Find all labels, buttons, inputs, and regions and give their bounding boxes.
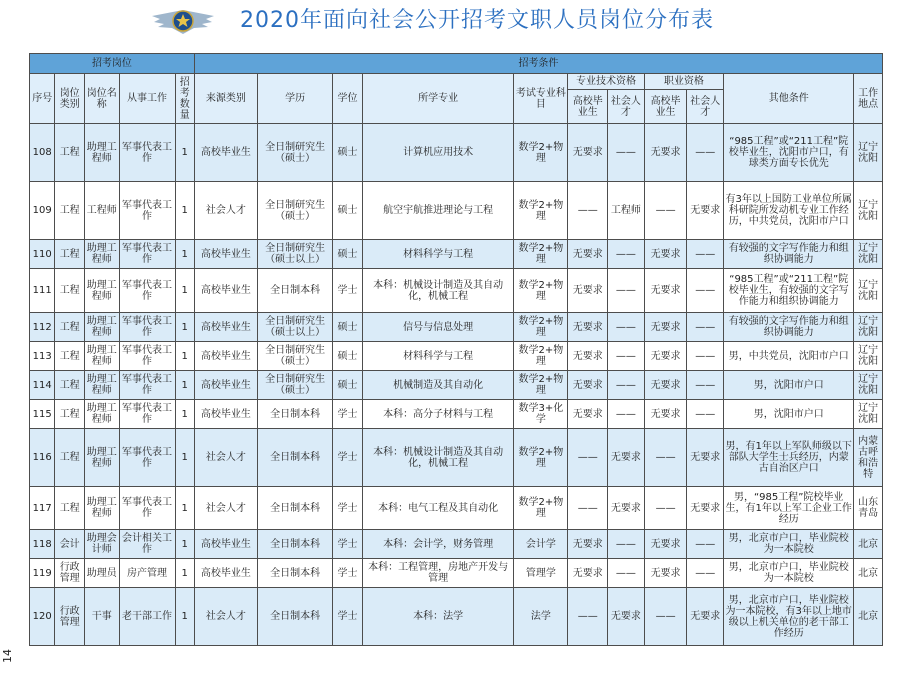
cell-education: 全日制研究生（硕士以上） — [257, 240, 332, 269]
cell-other: 男，北京市户口，毕业院校为一本院校 — [724, 559, 854, 588]
cell-education: 全日制本科 — [257, 487, 332, 530]
cell-degree: 学士 — [333, 588, 363, 646]
cell-seq: 112 — [30, 313, 55, 342]
cell-post: 助理工程师 — [84, 240, 119, 269]
cell-voc-grad: —— — [644, 429, 687, 487]
cell-seq: 120 — [30, 588, 55, 646]
cell-post: 助理工程师 — [84, 269, 119, 313]
cell-source: 高校毕业生 — [194, 559, 257, 588]
cell-pro-grad: —— — [568, 429, 608, 487]
cell-work: 军事代表工作 — [119, 182, 175, 240]
cell-voc-social: —— — [687, 371, 724, 400]
table-row — [30, 182, 883, 240]
cell-category: 工程 — [55, 313, 85, 342]
cell-voc-social: 无要求 — [687, 429, 724, 487]
cell-education: 全日制本科 — [257, 429, 332, 487]
cell-exam: 数学2+物理 — [514, 240, 568, 269]
cell-major: 本科：工程管理，房地产开发与管理 — [362, 559, 514, 588]
cell-pro-social: —— — [608, 371, 645, 400]
cell-count: 1 — [175, 429, 194, 487]
group-header-positions: 招考岗位 — [30, 54, 195, 74]
col-other: 其他条件 — [724, 74, 854, 124]
cell-category: 工程 — [55, 124, 85, 182]
cell-pro-grad: 无要求 — [568, 240, 608, 269]
cell-pro-grad: 无要求 — [568, 124, 608, 182]
cell-post: 助理工程师 — [84, 342, 119, 371]
cell-work: 军事代表工作 — [119, 487, 175, 530]
cell-source: 高校毕业生 — [194, 124, 257, 182]
cell-major: 航空宇航推进理论与工程 — [362, 182, 514, 240]
cell-category: 工程 — [55, 429, 85, 487]
cell-degree: 学士 — [333, 429, 363, 487]
table-row — [30, 342, 883, 371]
cell-category: 工程 — [55, 342, 85, 371]
table-row — [30, 400, 883, 429]
cell-seq: 118 — [30, 530, 55, 559]
cell-pro-grad: —— — [568, 588, 608, 646]
cell-source: 高校毕业生 — [194, 530, 257, 559]
cell-location: 辽宁沈阳 — [854, 313, 883, 342]
table-header — [30, 54, 883, 124]
cell-count: 1 — [175, 487, 194, 530]
emblem-icon — [150, 4, 216, 40]
cell-pro-social: —— — [608, 240, 645, 269]
cell-major: 本科：机械设计制造及其自动化，机械工程 — [362, 269, 514, 313]
cell-major: 材料科学与工程 — [362, 342, 514, 371]
cell-count: 1 — [175, 124, 194, 182]
cell-voc-grad: 无要求 — [644, 342, 687, 371]
cell-other: “985工程”或“211工程”院校毕业生，有较强的文字写作能力和组织协调能力 — [724, 269, 854, 313]
cell-degree: 硕士 — [333, 342, 363, 371]
cell-post: 助理工程师 — [84, 371, 119, 400]
cell-other: 男，沈阳市户口 — [724, 371, 854, 400]
cell-other: 有3年以上国防工业单位所属科研院所发动机专业工作经历，中共党员，沈阳市户口 — [724, 182, 854, 240]
cell-work: 会计相关工作 — [119, 530, 175, 559]
cell-work: 军事代表工作 — [119, 342, 175, 371]
cell-pro-social: —— — [608, 342, 645, 371]
cell-work: 军事代表工作 — [119, 124, 175, 182]
cell-pro-social: 无要求 — [608, 487, 645, 530]
cell-major: 本科：机械设计制造及其自动化，机械工程 — [362, 429, 514, 487]
cell-voc-grad: 无要求 — [644, 559, 687, 588]
cell-category: 工程 — [55, 269, 85, 313]
cell-voc-social: —— — [687, 342, 724, 371]
cell-work: 老干部工作 — [119, 588, 175, 646]
table-row — [30, 429, 883, 487]
cell-work: 房产管理 — [119, 559, 175, 588]
cell-exam: 数学2+物理 — [514, 313, 568, 342]
cell-category: 工程 — [55, 371, 85, 400]
col-category: 岗位类别 — [55, 74, 85, 124]
cell-major: 本科：电气工程及其自动化 — [362, 487, 514, 530]
cell-major: 计算机应用技术 — [362, 124, 514, 182]
cell-work: 军事代表工作 — [119, 269, 175, 313]
subgroup-vocational: 职业资格 — [644, 74, 723, 90]
cell-voc-grad: 无要求 — [644, 530, 687, 559]
cell-pro-social: —— — [608, 400, 645, 429]
table-row — [30, 313, 883, 342]
cell-other: 男，沈阳市户口 — [724, 400, 854, 429]
cell-location: 北京 — [854, 588, 883, 646]
cell-voc-social: —— — [687, 313, 724, 342]
cell-education: 全日制本科 — [257, 400, 332, 429]
cell-degree: 硕士 — [333, 240, 363, 269]
cell-source: 社会人才 — [194, 429, 257, 487]
cell-degree: 硕士 — [333, 313, 363, 342]
cell-category: 行政管理 — [55, 559, 85, 588]
cell-education: 全日制研究生（硕士以上） — [257, 313, 332, 342]
cell-degree: 硕士 — [333, 371, 363, 400]
cell-exam: 法学 — [514, 588, 568, 646]
cell-source: 社会人才 — [194, 487, 257, 530]
cell-exam: 数学2+物理 — [514, 182, 568, 240]
cell-voc-social: —— — [687, 530, 724, 559]
cell-degree: 硕士 — [333, 182, 363, 240]
table-row — [30, 371, 883, 400]
table-row — [30, 487, 883, 530]
table-row — [30, 269, 883, 313]
page-number: 14 — [1, 649, 14, 663]
cell-other: 男，中共党员，沈阳市户口 — [724, 342, 854, 371]
table-row — [30, 124, 883, 182]
cell-other: 男，“985工程”院校毕业生，有1年以上军工企业工作经历 — [724, 487, 854, 530]
cell-exam: 数学2+物理 — [514, 124, 568, 182]
cell-pro-social: 无要求 — [608, 429, 645, 487]
cell-seq: 111 — [30, 269, 55, 313]
cell-location: 辽宁沈阳 — [854, 269, 883, 313]
cell-source: 高校毕业生 — [194, 371, 257, 400]
cell-degree: 学士 — [333, 400, 363, 429]
cell-location: 辽宁沈阳 — [854, 240, 883, 269]
cell-category: 工程 — [55, 240, 85, 269]
cell-seq: 108 — [30, 124, 55, 182]
cell-major: 本科：会计学，财务管理 — [362, 530, 514, 559]
cell-degree: 学士 — [333, 269, 363, 313]
cell-category: 工程 — [55, 400, 85, 429]
cell-post: 助理工程师 — [84, 429, 119, 487]
cell-pro-social: 工程师 — [608, 182, 645, 240]
cell-voc-grad: —— — [644, 487, 687, 530]
cell-voc-grad: 无要求 — [644, 124, 687, 182]
cell-work: 军事代表工作 — [119, 313, 175, 342]
cell-voc-grad: —— — [644, 182, 687, 240]
cell-pro-social: 无要求 — [608, 588, 645, 646]
cell-education: 全日制本科 — [257, 588, 332, 646]
col-count: 招考数量 — [175, 74, 194, 124]
cell-source: 高校毕业生 — [194, 400, 257, 429]
col-major: 所学专业 — [362, 74, 514, 124]
cell-pro-social: —— — [608, 559, 645, 588]
cell-exam: 管理学 — [514, 559, 568, 588]
cell-post: 助理工程师 — [84, 124, 119, 182]
cell-degree: 学士 — [333, 530, 363, 559]
cell-location: 内蒙古呼和浩特 — [854, 429, 883, 487]
cell-education: 全日制研究生（硕士） — [257, 342, 332, 371]
cell-exam: 数学2+物理 — [514, 269, 568, 313]
cell-count: 1 — [175, 400, 194, 429]
cell-major: 材料科学与工程 — [362, 240, 514, 269]
table-body — [30, 124, 883, 646]
cell-pro-social: —— — [608, 530, 645, 559]
cell-education: 全日制研究生（硕士） — [257, 371, 332, 400]
cell-education: 全日制本科 — [257, 269, 332, 313]
cell-location: 辽宁沈阳 — [854, 124, 883, 182]
cell-voc-grad: 无要求 — [644, 240, 687, 269]
cell-education: 全日制研究生（硕士） — [257, 182, 332, 240]
cell-post: 助理工程师 — [84, 487, 119, 530]
table-row — [30, 240, 883, 269]
cell-voc-social: —— — [687, 400, 724, 429]
group-header-conditions: 招考条件 — [194, 54, 882, 74]
cell-exam: 数学2+物理 — [514, 429, 568, 487]
cell-location: 山东青岛 — [854, 487, 883, 530]
cell-pro-grad: 无要求 — [568, 559, 608, 588]
cell-exam: 数学2+物理 — [514, 487, 568, 530]
cell-other: 有较强的文字写作能力和组织协调能力 — [724, 313, 854, 342]
cell-post: 助理工程师 — [84, 313, 119, 342]
cell-pro-social: —— — [608, 269, 645, 313]
table-row — [30, 588, 883, 646]
cell-major: 机械制造及其自动化 — [362, 371, 514, 400]
cell-major: 信号与信息处理 — [362, 313, 514, 342]
cell-post: 干事 — [84, 588, 119, 646]
cell-count: 1 — [175, 240, 194, 269]
col-work: 从事工作 — [119, 74, 175, 124]
col-voc-grad: 高校毕业生 — [644, 90, 687, 124]
col-post: 岗位名称 — [84, 74, 119, 124]
cell-voc-social: 无要求 — [687, 588, 724, 646]
cell-education: 全日制本科 — [257, 559, 332, 588]
col-source: 来源类别 — [194, 74, 257, 124]
cell-count: 1 — [175, 342, 194, 371]
cell-other: “985工程”或“211工程”院校毕业生，沈阳市户口，有球类方面专长优先 — [724, 124, 854, 182]
subgroup-professional: 专业技术资格 — [568, 74, 644, 90]
cell-pro-grad: 无要求 — [568, 371, 608, 400]
cell-pro-social: —— — [608, 124, 645, 182]
cell-other: 男，北京市户口，毕业院校为一本院校 — [724, 530, 854, 559]
cell-voc-social: —— — [687, 559, 724, 588]
cell-degree: 硕士 — [333, 124, 363, 182]
cell-count: 1 — [175, 559, 194, 588]
cell-education: 全日制研究生（硕士） — [257, 124, 332, 182]
page-header — [0, 0, 911, 44]
cell-exam: 数学2+物理 — [514, 371, 568, 400]
cell-education: 全日制本科 — [257, 530, 332, 559]
col-location: 工作地点 — [854, 74, 883, 124]
cell-source: 高校毕业生 — [194, 240, 257, 269]
cell-voc-grad: —— — [644, 588, 687, 646]
cell-location: 辽宁沈阳 — [854, 371, 883, 400]
cell-source: 高校毕业生 — [194, 342, 257, 371]
cell-degree: 学士 — [333, 559, 363, 588]
col-education: 学历 — [257, 74, 332, 124]
cell-other: 有较强的文字写作能力和组织协调能力 — [724, 240, 854, 269]
cell-pro-grad: 无要求 — [568, 400, 608, 429]
cell-count: 1 — [175, 269, 194, 313]
cell-seq: 113 — [30, 342, 55, 371]
col-pro-social: 社会人才 — [608, 90, 645, 124]
cell-pro-grad: —— — [568, 182, 608, 240]
cell-voc-grad: 无要求 — [644, 269, 687, 313]
cell-pro-grad: 无要求 — [568, 269, 608, 313]
cell-category: 工程 — [55, 182, 85, 240]
cell-major: 本科：高分子材料与工程 — [362, 400, 514, 429]
cell-seq: 119 — [30, 559, 55, 588]
cell-other: 男，有1年以上军队师级以下部队大学生士兵经历，内蒙古自治区户口 — [724, 429, 854, 487]
cell-seq: 116 — [30, 429, 55, 487]
page-title: 2020年面向社会公开招考文职人员岗位分布表 — [240, 8, 714, 33]
cell-voc-grad: 无要求 — [644, 371, 687, 400]
cell-exam: 数学3+化学 — [514, 400, 568, 429]
cell-voc-grad: 无要求 — [644, 400, 687, 429]
table-row — [30, 530, 883, 559]
cell-work: 军事代表工作 — [119, 429, 175, 487]
cell-count: 1 — [175, 313, 194, 342]
job-table — [29, 53, 883, 646]
cell-pro-grad: —— — [568, 487, 608, 530]
cell-voc-social: —— — [687, 240, 724, 269]
cell-post: 助理员 — [84, 559, 119, 588]
cell-count: 1 — [175, 588, 194, 646]
cell-exam: 数学2+物理 — [514, 342, 568, 371]
cell-post: 助理工程师 — [84, 400, 119, 429]
cell-voc-social: —— — [687, 124, 724, 182]
cell-seq: 110 — [30, 240, 55, 269]
cell-source: 高校毕业生 — [194, 269, 257, 313]
cell-voc-social: 无要求 — [687, 487, 724, 530]
cell-other: 男，北京市户口，毕业院校为一本院校，有3年以上地市级以上机关单位的老干部工作经历 — [724, 588, 854, 646]
cell-source: 高校毕业生 — [194, 313, 257, 342]
cell-exam: 会计学 — [514, 530, 568, 559]
cell-count: 1 — [175, 371, 194, 400]
cell-pro-grad: 无要求 — [568, 342, 608, 371]
cell-category: 工程 — [55, 487, 85, 530]
cell-seq: 115 — [30, 400, 55, 429]
col-degree: 学位 — [333, 74, 363, 124]
cell-count: 1 — [175, 530, 194, 559]
cell-pro-grad: 无要求 — [568, 530, 608, 559]
cell-category: 行政管理 — [55, 588, 85, 646]
cell-voc-social: 无要求 — [687, 182, 724, 240]
col-voc-social: 社会人才 — [687, 90, 724, 124]
cell-source: 社会人才 — [194, 182, 257, 240]
cell-seq: 117 — [30, 487, 55, 530]
cell-seq: 114 — [30, 371, 55, 400]
col-seq: 序号 — [30, 74, 55, 124]
cell-post: 助理会计师 — [84, 530, 119, 559]
cell-work: 军事代表工作 — [119, 400, 175, 429]
table-row — [30, 559, 883, 588]
cell-location: 北京 — [854, 559, 883, 588]
cell-location: 辽宁沈阳 — [854, 182, 883, 240]
cell-pro-social: —— — [608, 313, 645, 342]
cell-location: 辽宁沈阳 — [854, 342, 883, 371]
cell-work: 军事代表工作 — [119, 371, 175, 400]
cell-location: 辽宁沈阳 — [854, 400, 883, 429]
cell-category: 会计 — [55, 530, 85, 559]
cell-source: 社会人才 — [194, 588, 257, 646]
cell-count: 1 — [175, 182, 194, 240]
cell-pro-grad: 无要求 — [568, 313, 608, 342]
col-exam: 考试专业科 目 — [514, 74, 568, 124]
cell-work: 军事代表工作 — [119, 240, 175, 269]
cell-degree: 学士 — [333, 487, 363, 530]
cell-post: 工程师 — [84, 182, 119, 240]
cell-voc-grad: 无要求 — [644, 313, 687, 342]
col-pro-grad: 高校毕业生 — [568, 90, 608, 124]
cell-voc-social: —— — [687, 269, 724, 313]
cell-seq: 109 — [30, 182, 55, 240]
cell-major: 本科：法学 — [362, 588, 514, 646]
cell-location: 北京 — [854, 530, 883, 559]
